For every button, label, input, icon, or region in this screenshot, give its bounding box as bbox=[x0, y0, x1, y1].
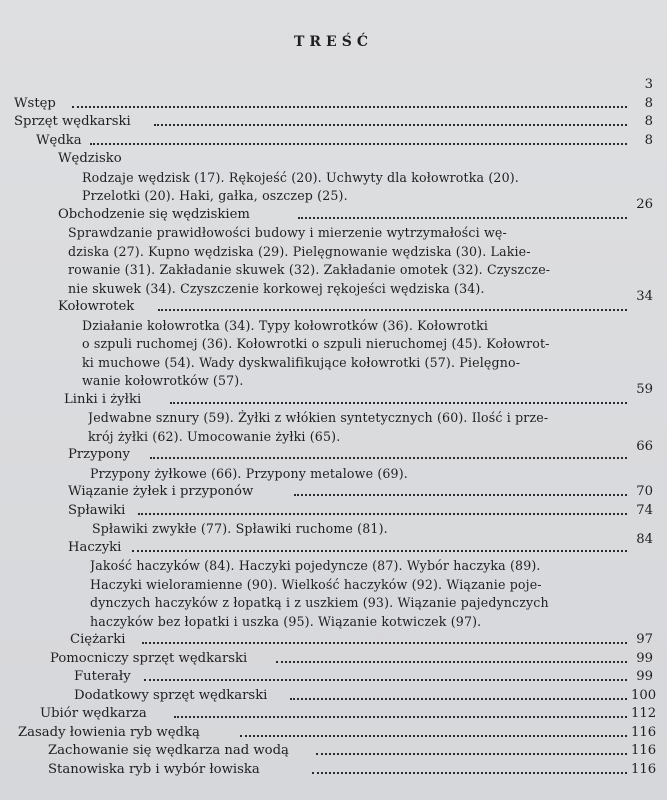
subentry-line: Działanie kołowrotka (34). Typy kołowrotków (36). Kołowrotki bbox=[82, 317, 489, 333]
entry-label: Przypony bbox=[68, 447, 130, 462]
toc-row-wedka bbox=[14, 132, 653, 151]
page-number: 112 bbox=[631, 706, 657, 721]
subentries-wedzisko bbox=[14, 169, 653, 206]
dot-leader bbox=[294, 483, 627, 496]
toc-row-linki bbox=[14, 381, 653, 410]
dot-leader bbox=[276, 650, 627, 663]
subentry-line: o szpuli ruchomej (36). Kołowrotki o szpuli nieruchomej (45). Kołowrot- bbox=[82, 336, 550, 351]
toc-row-sprzet bbox=[14, 113, 653, 132]
subentries-haczyki bbox=[14, 557, 653, 631]
subentry-line: Rodzaje wędzisk (17). Rękojeść (20). Uchwyty dla kołowrotka (20). bbox=[82, 169, 519, 185]
entry-label: Linki i żyłki bbox=[64, 391, 142, 407]
subentry-line: dziska (27). Kupno wędziska (29). Pielęgnowanie wędziska (30). Lakie- bbox=[68, 243, 531, 259]
page-number: 116 bbox=[631, 724, 657, 740]
page-number: 26 bbox=[636, 196, 653, 212]
page-title: TREŚĆ bbox=[294, 34, 373, 50]
toc-row-dodatkowy bbox=[14, 687, 657, 706]
entry-label: Wstęp bbox=[14, 95, 56, 111]
dot-leader bbox=[132, 539, 627, 552]
dot-leader bbox=[154, 113, 627, 126]
toc-row-splawiki bbox=[14, 502, 653, 521]
entry-label: Zachowanie się wędkarza nad wodą bbox=[48, 743, 289, 758]
page-number: 66 bbox=[636, 439, 653, 454]
subentry-line: wanie kołowrotków (57). bbox=[82, 373, 244, 388]
toc-row-ubior bbox=[14, 705, 657, 724]
page-number: 116 bbox=[631, 743, 657, 758]
subentry-line: Jakość haczyków (84). Haczyki pojedyncze (87). Wybór haczyka (89). bbox=[90, 558, 541, 573]
subentry-line: Haczyki wieloramienne (90). Wielkość haczyków (92). Wiązanie poje- bbox=[90, 576, 542, 592]
toc-row-pomocniczy bbox=[14, 650, 653, 669]
toc-row-zasady bbox=[14, 724, 657, 743]
page-number: 8 bbox=[644, 114, 653, 129]
page-number: 74 bbox=[636, 502, 653, 518]
subentries-splawiki bbox=[14, 520, 653, 539]
entry-label: Ciężarki bbox=[70, 632, 126, 647]
page-number: 34 bbox=[636, 289, 653, 304]
entry-label: Haczyki bbox=[68, 539, 122, 555]
page-number: 97 bbox=[636, 632, 653, 647]
toc-row-kolowrotek bbox=[14, 289, 653, 317]
dot-leader bbox=[170, 391, 627, 404]
page-number: 99 bbox=[636, 650, 653, 666]
toc-row-przypony bbox=[14, 439, 653, 465]
toc-row-ciezarki bbox=[14, 631, 653, 650]
entry-label: Obchodzenie się wędziskiem bbox=[58, 206, 250, 222]
table-of-contents bbox=[14, 76, 657, 779]
page-number: 59 bbox=[636, 381, 653, 397]
dot-leader bbox=[158, 298, 627, 311]
dot-leader bbox=[298, 206, 627, 219]
subentry-line: ki muchowe (54). Wady dyskwalifikujące kołowrotki (57). Pielęgno- bbox=[82, 354, 521, 370]
page-number: 3 bbox=[644, 77, 653, 92]
entry-label: Pomocniczy sprzęt wędkarski bbox=[50, 650, 248, 666]
entry-label: Sprzęt wędkarski bbox=[14, 114, 131, 129]
subentries-przypony bbox=[14, 465, 653, 484]
subentry-line: dynczych haczyków z łopatką i z uszkiem (93). Wiązanie pajedynczych bbox=[90, 595, 549, 610]
dot-leader bbox=[290, 687, 627, 700]
toc-row-stanowiska bbox=[14, 761, 657, 780]
toc-row-obchodzenie bbox=[14, 196, 653, 225]
subentries-obchodzenie bbox=[14, 224, 653, 298]
entry-label: Kołowrotek bbox=[58, 299, 135, 314]
dot-leader bbox=[90, 132, 627, 145]
subentry-line: nie skuwek (34). Czyszczenie korkowej rękojeści wędziska (34). bbox=[68, 280, 485, 296]
subentry-line: haczyków bez łopatki i uszka (95). Wiązanie kotwiczek (97). bbox=[90, 613, 482, 629]
dot-leader bbox=[72, 95, 627, 108]
dot-leader bbox=[316, 742, 627, 755]
toc-row-intro-page bbox=[14, 76, 653, 95]
entry-label: Wędzisko bbox=[58, 151, 122, 166]
entry-label: Wędka bbox=[36, 132, 82, 148]
subentry-line: Spławiki zwykłe (77). Spławiki ruchome (81). bbox=[92, 521, 388, 536]
page-number: 116 bbox=[631, 761, 657, 777]
subentry-line: Jedwabne sznury (59). Żyłki z włókien syntetycznych (60). Ilość i prze- bbox=[88, 410, 549, 425]
entry-label: Wiązanie żyłek i przyponów bbox=[68, 484, 254, 499]
entry-label: Futerały bbox=[74, 669, 131, 684]
entry-label: Spławiki bbox=[68, 502, 126, 518]
subentry-line: rowanie (31). Zakładanie skuwek (32). Zakładanie omotek (32). Czyszcze- bbox=[68, 262, 551, 277]
toc-row-zachowanie bbox=[14, 742, 657, 761]
subentry-line: Przelotki (20). Haki, gałka, oszczep (25). bbox=[82, 188, 348, 203]
dot-leader bbox=[138, 502, 627, 515]
toc-row-wstep bbox=[14, 95, 653, 114]
dot-leader bbox=[240, 724, 627, 737]
subentry-line: Sprawdzanie prawidłowości budowy i mierzenie wytrzymałości wę- bbox=[68, 225, 507, 240]
toc-row-wiazanie bbox=[14, 483, 653, 502]
page-number: 84 bbox=[636, 531, 653, 547]
subentries-kolowrotek bbox=[14, 317, 653, 391]
dot-leader bbox=[174, 705, 627, 718]
dot-leader bbox=[144, 668, 627, 681]
entry-label: Dodatkowy sprzęt wędkarski bbox=[74, 687, 268, 703]
dot-leader bbox=[150, 446, 627, 459]
toc-row-wedzisko bbox=[14, 150, 653, 169]
page-number: 99 bbox=[636, 669, 653, 684]
entry-label: Stanowiska ryb i wybór łowiska bbox=[48, 761, 260, 777]
toc-row-haczyki bbox=[14, 531, 653, 558]
subentries-linki bbox=[14, 409, 653, 446]
page-number: 8 bbox=[644, 95, 653, 111]
subentry-line: krój żyłki (62). Umocowanie żyłki (65). bbox=[88, 428, 341, 444]
dot-leader bbox=[142, 631, 627, 644]
page-number: 100 bbox=[631, 687, 657, 703]
entry-label: Zasady łowienia ryb wędką bbox=[18, 724, 200, 740]
page-number: 70 bbox=[636, 484, 653, 499]
toc-row-futeraly bbox=[14, 668, 653, 687]
dot-leader bbox=[312, 761, 627, 774]
subentry-line: Przypony żyłkowe (66). Przypony metalowe (69). bbox=[90, 465, 408, 481]
page-number: 8 bbox=[644, 132, 653, 148]
entry-label: Ubiór wędkarza bbox=[40, 706, 147, 721]
